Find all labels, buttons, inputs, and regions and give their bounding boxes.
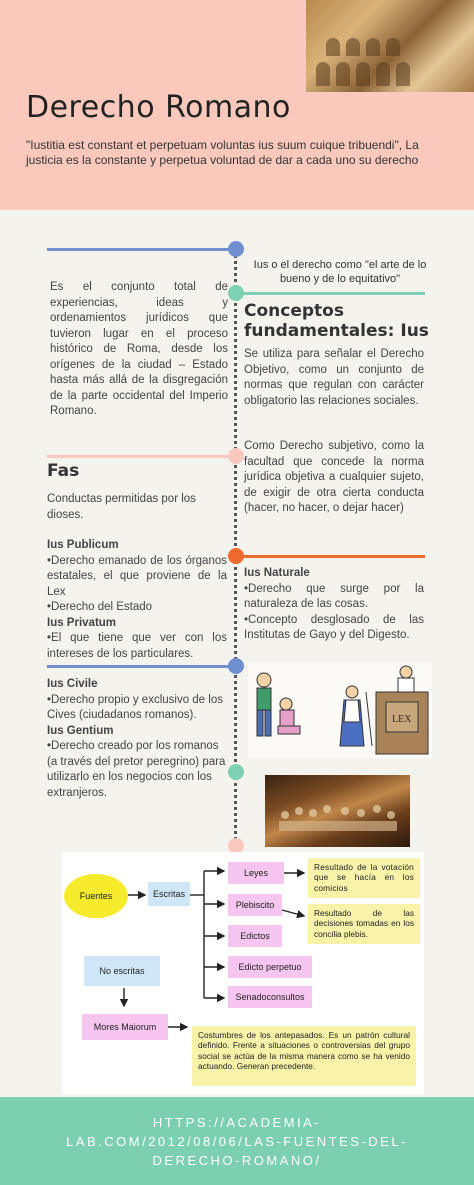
fuentes-node: Fuentes (64, 874, 128, 918)
fas-text: Conductas permitidas por los dioses. (47, 493, 196, 521)
ius-naturale-item: •Derecho que surge por la naturaleza de las cosas. (244, 582, 424, 610)
timeline-line-1 (47, 248, 234, 251)
ius-subjective-text: Como Derecho subjetivo, como la facultad que concede la norma jurídica objetiva a cualquier sujeto, de exigir de otra cierta conducta (hacer, no hacer, o dejar hacer) (244, 440, 424, 514)
lex-label: LEX (392, 714, 412, 725)
ius-definition-caption: Ius o el derecho como "el arte de lo bueno y de lo equitativo" (253, 259, 427, 285)
ius-civile-heading: Ius Civile (47, 678, 98, 690)
mores-maiorum-node: Mores Maiorum (82, 1014, 168, 1040)
ius-civile-item: •Derecho propio y exclusivo de los Cives (ciudadanos romanos). (47, 693, 223, 721)
escritas-node: Escritas (148, 882, 190, 906)
footer (0, 1097, 474, 1185)
header-banner (0, 0, 474, 210)
ius-gentium-item: •Derecho creado por los romanos (a través del pretor peregrino) para utilizarlo en los negocios con los extranjeros. (47, 740, 226, 799)
sources-diagram (62, 852, 424, 1094)
timeline-line-4 (236, 555, 425, 558)
source-link[interactable]: HTTPS://ACADEMIA-LAB.COM/2012/08/06/LAS-FUENTES-DEL-DERECHO-ROMANO/ (66, 1114, 408, 1168)
timeline-dot-2 (228, 285, 244, 301)
timeline-dot-6 (228, 764, 244, 780)
intro-text: Es el conjunto total de experiencias, ideas y ordenamientos jurídicos que tuvieron lugar en el proceso histórico de Roma, desde los orígenes de la ciudad – Estado hasta más allá de la disgregación de la parte occidental del Imperio Romano. (50, 281, 228, 417)
ius-gentium-heading: Ius Gentium (47, 724, 114, 737)
edictos-node: Edictos (228, 925, 282, 947)
ius-heading: Conceptos fundamentales: Ius (244, 301, 429, 341)
ius-publicum-heading: Ius Publicum (47, 539, 119, 551)
ius-objective-text: Se utiliza para señalar el Derecho Objetivo, como un conjunto de normas que regulan con carácter obligatorio las relaciones sociales. (244, 348, 424, 407)
plebiscito-node: Plebiscito (228, 894, 282, 916)
timeline-line-3 (47, 455, 234, 458)
timeline-dot-1 (228, 241, 244, 257)
ius-publicum-block (47, 538, 227, 662)
ius-privatum-heading: Ius Privatum (47, 616, 117, 629)
ius-civile-block (47, 677, 227, 801)
roman-law-illustration (248, 662, 432, 758)
leyes-node: Leyes (228, 862, 284, 884)
plebiscito-note: Resultado de las decisiones tomadas en los concilia plebis. (308, 904, 420, 944)
roman-senate-painting (265, 775, 410, 847)
ius-naturale-heading: Ius Naturale (244, 567, 310, 579)
ius-publicum-item: •Derecho del Estado (47, 601, 153, 613)
senadoconsultos-node: Senadoconsultos (228, 986, 312, 1008)
timeline-line-5 (47, 665, 234, 668)
timeline-dot-3 (228, 448, 244, 464)
ius-naturale-item: •Concepto desglosado de las Institutas de Gayo y del Digesto. (244, 613, 424, 641)
fas-heading: Fas (47, 461, 80, 481)
timeline-dot-5 (228, 658, 244, 674)
ius-naturale-block (244, 566, 424, 644)
ius-privatum-item: •El que tiene que ver con los intereses de los particulares. (47, 632, 227, 660)
page-title: Derecho Romano (26, 90, 291, 125)
ius-publicum-item: •Derecho emanado de los órganos estatales, el que proviene de la Lex (47, 554, 227, 598)
edicto-perpetuo-node: Edicto perpetuo (228, 956, 312, 978)
header-quote: "Iustitia est constant et perpetuam voluntas ius suum cuique tribuendi", La justicia es la constante y perpetua voluntad de dar a cada uno su derecho (26, 138, 419, 167)
timeline-line-2 (236, 292, 425, 295)
no-escritas-node: No escritas (84, 956, 160, 986)
timeline-dot-4 (228, 548, 244, 564)
colosseum-image (306, 0, 474, 92)
mores-maiorum-note: Costumbres de los antepasados. Es un patrón cultural definido. Frente a situaciones o controversias del grupo social se actúa de la misma manera como se ha venido actuando. Generan precedente. (192, 1026, 416, 1086)
leyes-note: Resultado de la votación que se hacía en los comicios (308, 858, 420, 898)
